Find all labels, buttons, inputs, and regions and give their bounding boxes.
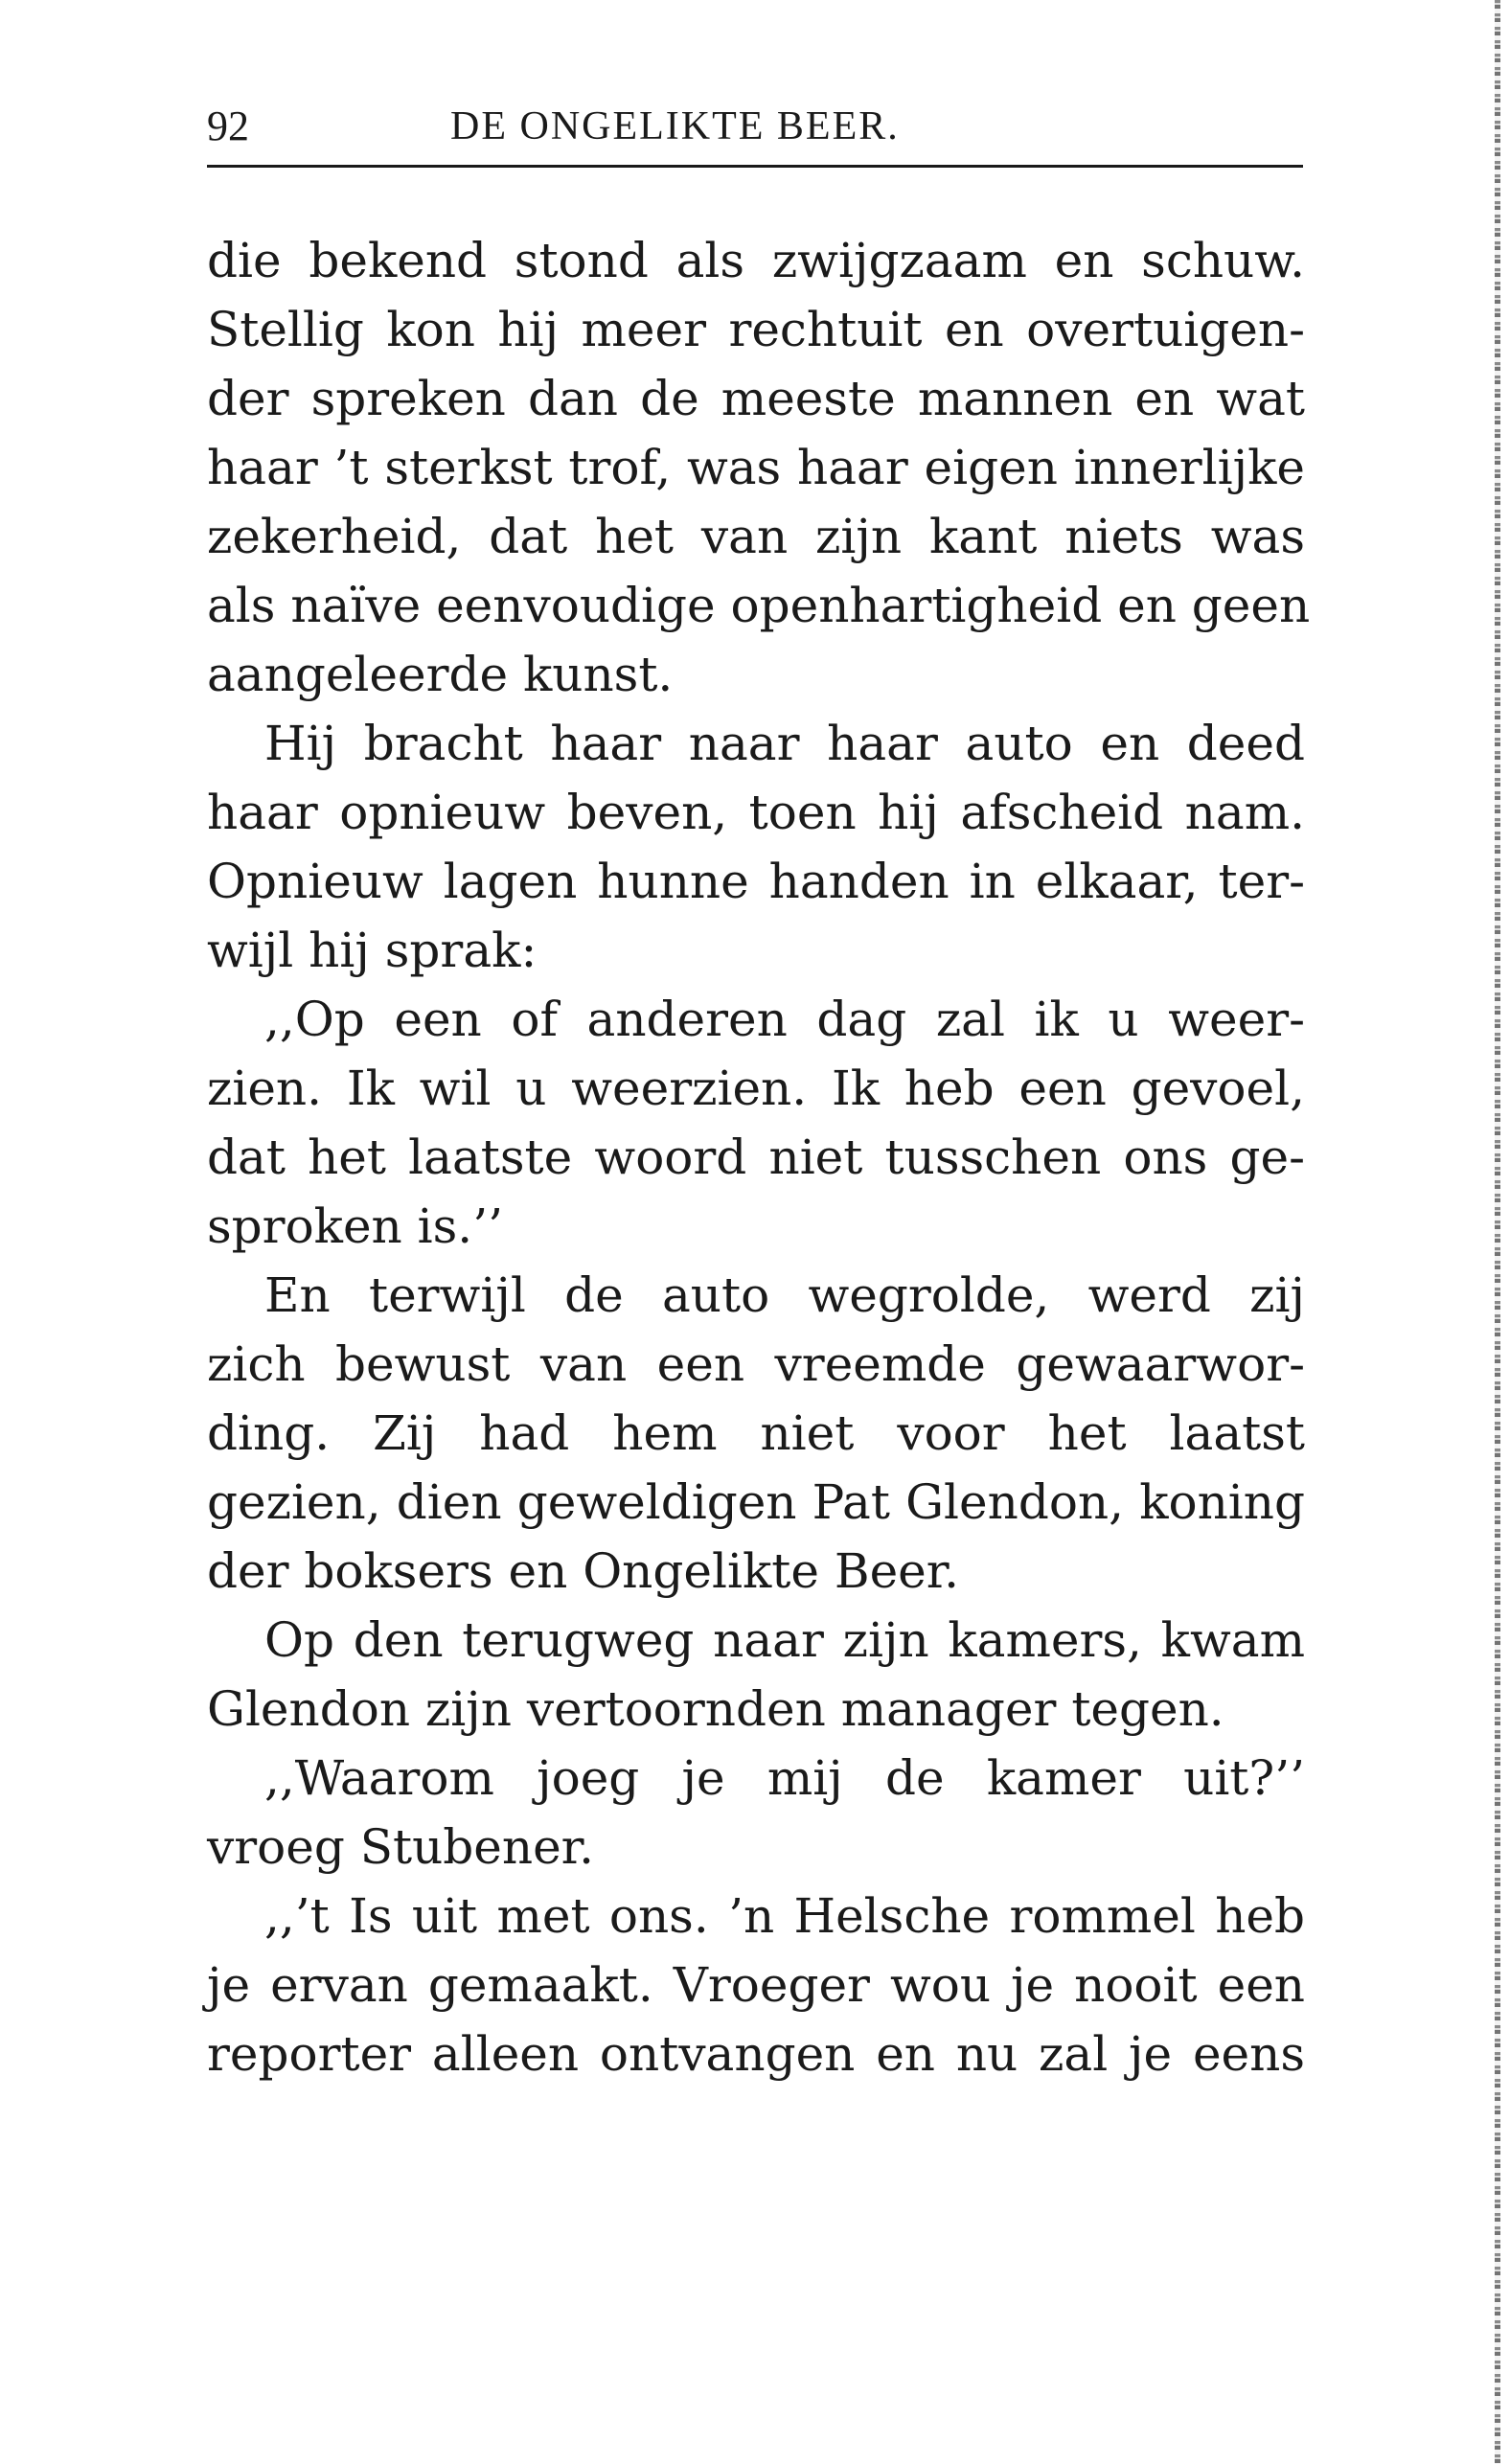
- text-line: haar opnieuw beven, toen hij afscheid nam.: [207, 785, 1305, 840]
- text-line: gezien, dien geweldigen Pat Glendon, koning: [207, 1474, 1305, 1530]
- text-line: der spreken dan de meeste mannen en wat: [207, 371, 1305, 426]
- text-line: ,,Op een of anderen dag zal ik u weer-: [264, 992, 1305, 1047]
- running-title: DE ONGELIKTE BEER.: [450, 104, 900, 148]
- header-rule: [207, 165, 1303, 168]
- text-line: wijl hij sprak:: [207, 923, 538, 978]
- text-line: zekerheid, dat het van zijn kant niets was: [207, 509, 1305, 564]
- text-line: vroeg Stubener.: [207, 1819, 594, 1875]
- text-line: aangeleerde kunst.: [207, 647, 674, 702]
- page-header: [207, 100, 1303, 167]
- text-line: Hij bracht haar naar haar auto en deed: [264, 716, 1305, 771]
- text-line: dat het laatste woord niet tusschen ons ge-: [207, 1129, 1305, 1185]
- text-line: Glendon zijn vertoornden manager tegen.: [207, 1681, 1224, 1737]
- text-line: haar ’t sterkst trof, was haar eigen innerlijke: [207, 440, 1305, 495]
- text-line: En terwijl de auto wegrolde, werd zij: [264, 1267, 1305, 1323]
- text-line: je ervan gemaakt. Vroeger wou je nooit een: [207, 1957, 1305, 2013]
- text-line: ,,’t Is uit met ons. ’n Helsche rommel heb: [264, 1888, 1305, 1944]
- text-line: die bekend stond als zwijgzaam en schuw.: [207, 233, 1305, 288]
- text-line: zich bewust van een vreemde gewaarwor-: [207, 1336, 1305, 1392]
- text-line: als naïve eenvoudige openhartigheid en geen: [207, 578, 1311, 633]
- page-number: 92: [207, 103, 249, 149]
- text-line: reporter alleen ontvangen en nu zal je eens: [207, 2026, 1305, 2082]
- text-line: Opnieuw lagen hunne handen in elkaar, ter-: [207, 854, 1305, 909]
- text-line: ding. Zij had hem niet voor het laatst: [207, 1405, 1305, 1461]
- text-line: ,,Waarom joeg je mij de kamer uit?’’: [264, 1750, 1305, 1806]
- text-line: der boksers en Ongelikte Beer.: [207, 1543, 960, 1599]
- page-edge: [1495, 0, 1500, 2464]
- text-line: zien. Ik wil u weerzien. Ik heb een gevoel,: [207, 1061, 1305, 1116]
- text-line: Op den terugweg naar zijn kamers, kwam: [264, 1612, 1305, 1668]
- body-text: [207, 226, 1311, 2088]
- text-line: Stellig kon hij meer rechtuit en overtuigen-: [207, 302, 1305, 357]
- text-line: sproken is.’’: [207, 1198, 503, 1254]
